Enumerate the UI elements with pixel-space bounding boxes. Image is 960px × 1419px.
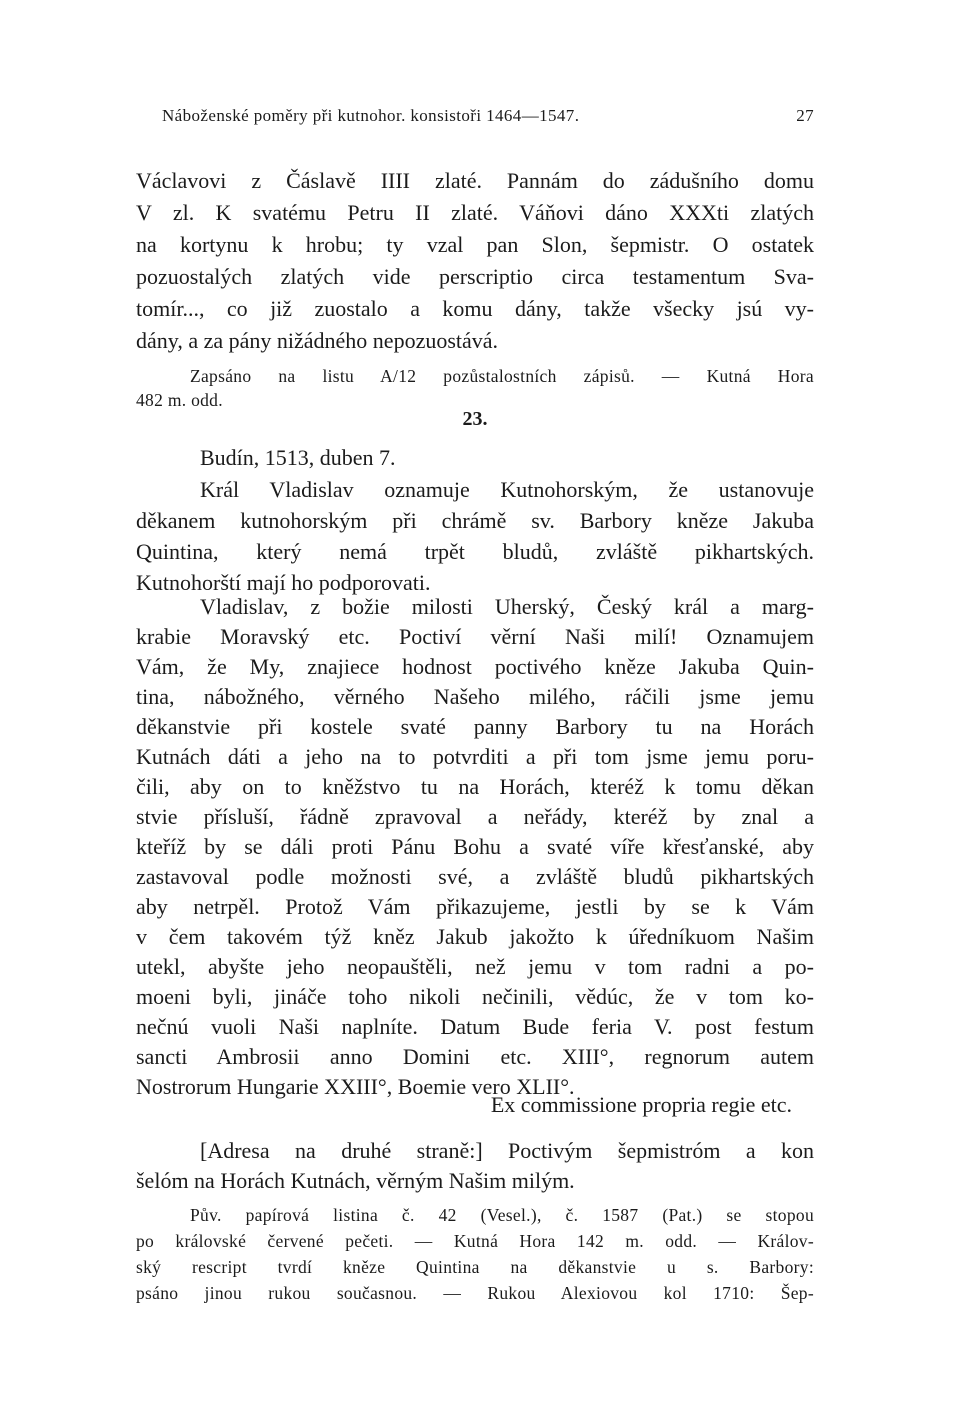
- text-line: dány, a za pány nižádného nepozuostává.: [136, 328, 499, 353]
- text-line: Václavovi z Čáslavě IIII zlaté. Pannám do zádušního domu: [136, 168, 814, 193]
- note-line: Pův. papírová listina č. 42 (Vesel.), č. 1587 (Pat.) se stopou: [190, 1205, 814, 1225]
- address-line: [Adresa na druhé straně:] Poctivým šepmistróm a kon: [200, 1138, 814, 1163]
- closing-formula: Ex commissione propria regie etc.: [490, 1092, 792, 1117]
- text-line: na kortynu k hrobu; ty vzal pan Slon, šepmistr. O ostatek: [136, 232, 814, 257]
- address-line: šelóm na Horách Kutnách, věrným Našim milým.: [136, 1168, 575, 1193]
- text-line: Vám, že My, znajiece hodnost poctivého kněze Jakuba Quin-: [136, 654, 814, 679]
- text-line: tomír..., co již zuostalo a komu dány, takže všecky jsú vy-: [136, 296, 814, 321]
- text-line: krabie Moravský etc. Poctiví věrní Naši milí! Oznamujem: [136, 624, 814, 649]
- summary-line: Král Vladislav oznamuje Kutnohorským, že ustanovuje: [200, 477, 814, 502]
- text-line: nečnú vuoli Naši naplníte. Datum Bude feria V. post festum: [136, 1014, 814, 1039]
- text-line: sancti Ambrosii anno Domini etc. XIII°, regnorum autem: [136, 1044, 814, 1069]
- note-line: 482 m. odd.: [136, 390, 223, 410]
- document-number: 23.: [462, 408, 488, 430]
- page-header: [162, 106, 814, 132]
- note-line: po královské červené pečeti. — Kutná Hora 142 m. odd. — Králov-: [136, 1231, 814, 1251]
- text-line: aby netrpěl. Protož Vám přikazujeme, jestli by se k Vám: [136, 894, 814, 919]
- text-line: kteříž by se dáli proti Pánu Bohu a svaté víře křesťanské, aby: [136, 834, 814, 859]
- text-line: tina, nábožného, věrného Našeho milého, ráčili jsme jemu: [136, 684, 814, 709]
- running-title: Náboženské poměry při kutnohor. konsistoři 1464—1547.: [162, 106, 580, 125]
- summary-line: Quintina, který nemá trpět bludů, zvláště pikhartských.: [136, 539, 814, 564]
- summary-line: Kutnohorští mají ho podporovati.: [136, 570, 431, 595]
- text-line: Vladislav, z božie milosti Uherský, Český král a marg-: [200, 594, 814, 619]
- note-line: ský rescript tvrdí kněze Quintina na děkanstvie u s. Barbory:: [136, 1257, 814, 1277]
- text-line: moeni byli, jináče toho nikoli nečinili, vědúc, že v tom ko-: [136, 984, 814, 1009]
- note-line: psáno jinou rukou současnou. — Rukou Alexiovou kol 1710: Šep-: [136, 1283, 814, 1303]
- text-line: děkanstvie při kostele svaté panny Barbory tu na Horách: [136, 714, 814, 739]
- text-line: V zl. K svatému Petru II zlaté. Váňovi dáno XXXti zlatých: [136, 200, 814, 225]
- text-line: Nostrorum Hungarie XXIII°, Boemie vero XLII°.: [136, 1074, 575, 1099]
- text-line: utekl, abyšte jeho neopauštěli, než jemu v tom radni a po-: [136, 954, 814, 979]
- text-line: pozuostalých zlatých vide perscriptio circa testamentum Sva-: [136, 264, 814, 289]
- text-line: stvie přísluší, řádně zpravoval a neřády, kteréž by znal a: [136, 804, 814, 829]
- text-line: čili, aby on to kněžstvo tu na Horách, kteréž k tomu děkan: [136, 774, 814, 799]
- page-number: 27: [796, 106, 814, 125]
- text-line: v čem takovém týž kněz Jakub jakožto k úředníkuom Našim: [136, 924, 814, 949]
- dateline: Budín, 1513, duben 7.: [200, 445, 396, 470]
- text-line: Kutnách dáti a jeho na to potvrditi a při tom jsme jemu poru-: [136, 744, 814, 769]
- note-line: Zapsáno na listu A/12 pozůstalostních zápisů. — Kutná Hora: [190, 366, 814, 386]
- summary-line: děkanem kutnohorským při chrámě sv. Barbory kněze Jakuba: [136, 508, 814, 533]
- text-line: zastavoval podle možnosti své, a zvláště bludů pikhartských: [136, 864, 814, 889]
